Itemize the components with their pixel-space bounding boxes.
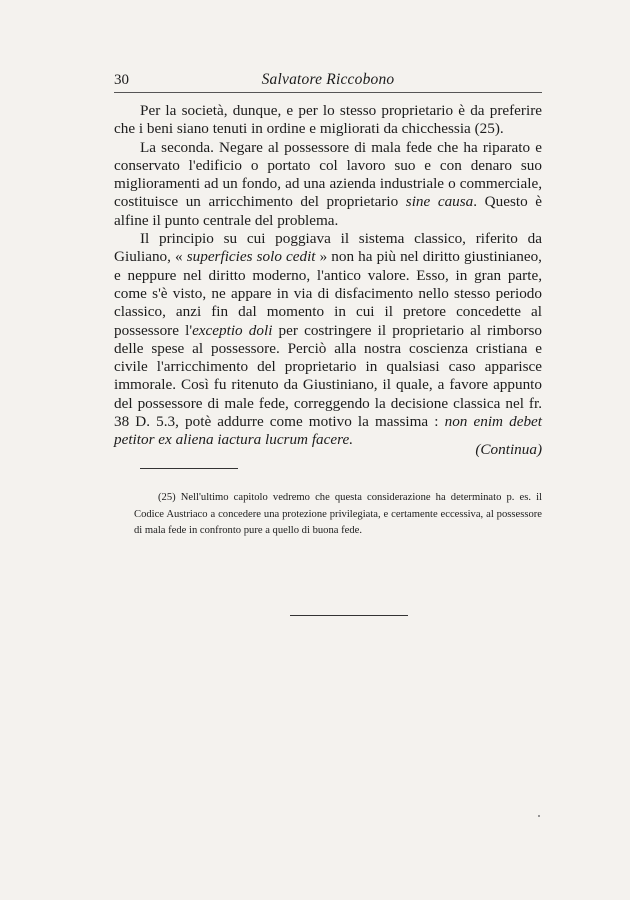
paragraph-3-text-a: Il principio su cui poggiava il sistema classico, riferito da Giuliano, « <box>114 230 542 266</box>
body-text <box>114 102 542 450</box>
paragraph-2 <box>114 139 542 230</box>
latin-maxim: non enim debet petitor ex aliena iactura lucrum facere. <box>114 413 542 449</box>
paper-speck <box>538 815 540 817</box>
paragraph-3 <box>114 230 542 450</box>
continua-note: (Continua) <box>475 441 542 458</box>
page-header <box>114 70 542 93</box>
footnote-ref-25: (25) <box>474 120 500 138</box>
paragraph-2-text-a: La seconda. Negare al possessore di mala fede che ha riparato e conservato l'edificio o portato col lavoro suo e con denaro suo miglioramenti ad un fondo, ad una azienda industriale o commerciale, costituisce un arricchimento del proprietario <box>114 138 542 211</box>
running-title: Salvatore Riccobono <box>261 71 395 88</box>
paragraph-2-text-b: . Questo è alfine il punto centrale del problema. <box>114 193 542 229</box>
latin-phrase-exceptio-doli: exceptio doli <box>192 321 273 339</box>
footnote-divider <box>140 468 238 469</box>
paragraph-1-end: . <box>499 120 504 138</box>
paragraph-3-text-b: » non ha più nel diritto giustinianeo, e neppure nel diritto moderno, l'antico valore. Esso, in gran parte, come s'è visto, ne appare in via di disfacimento nello stesso periodo classico, anzi fin dal momento in cui il pretore concedette al possessore l' <box>114 248 542 339</box>
end-of-article-rule <box>290 615 408 616</box>
footnote-25 <box>134 490 542 540</box>
paragraph-1-text: Per la società, dunque, e per lo stesso proprietario è da preferire che i beni siano tenuti in ordine e migliorati da chicchessia <box>114 102 542 138</box>
footnote-text: (25) Nell'ultimo capitolo vedremo che questa considerazione ha determinato p. es. il Codice Austriaco a concedere una protezione privilegiata, e certamente eccessiva, al possessore di mala fede in confronto pure a quello di buona fede. <box>134 492 542 537</box>
page-number: 30 <box>114 72 129 88</box>
paragraph-1 <box>114 102 542 139</box>
latin-phrase-superficies: superficies solo cedit <box>186 248 316 266</box>
paragraph-3-text-c: per costringere il proprietario al rimborso delle spese al possessore. Perciò alla nostra coscienza cristiana e civile l'arricchimento del proprietario in qualsiasi caso apparisce immorale. Così fu ritenuto da Giustiniano, il quale, a favore appunto del possessore di male fede, correggendo la decisione classica nel fr. 38 D. 5.3, potè addurre come motivo la massima : <box>114 321 543 431</box>
latin-phrase-sine-causa: sine causa <box>405 193 474 211</box>
